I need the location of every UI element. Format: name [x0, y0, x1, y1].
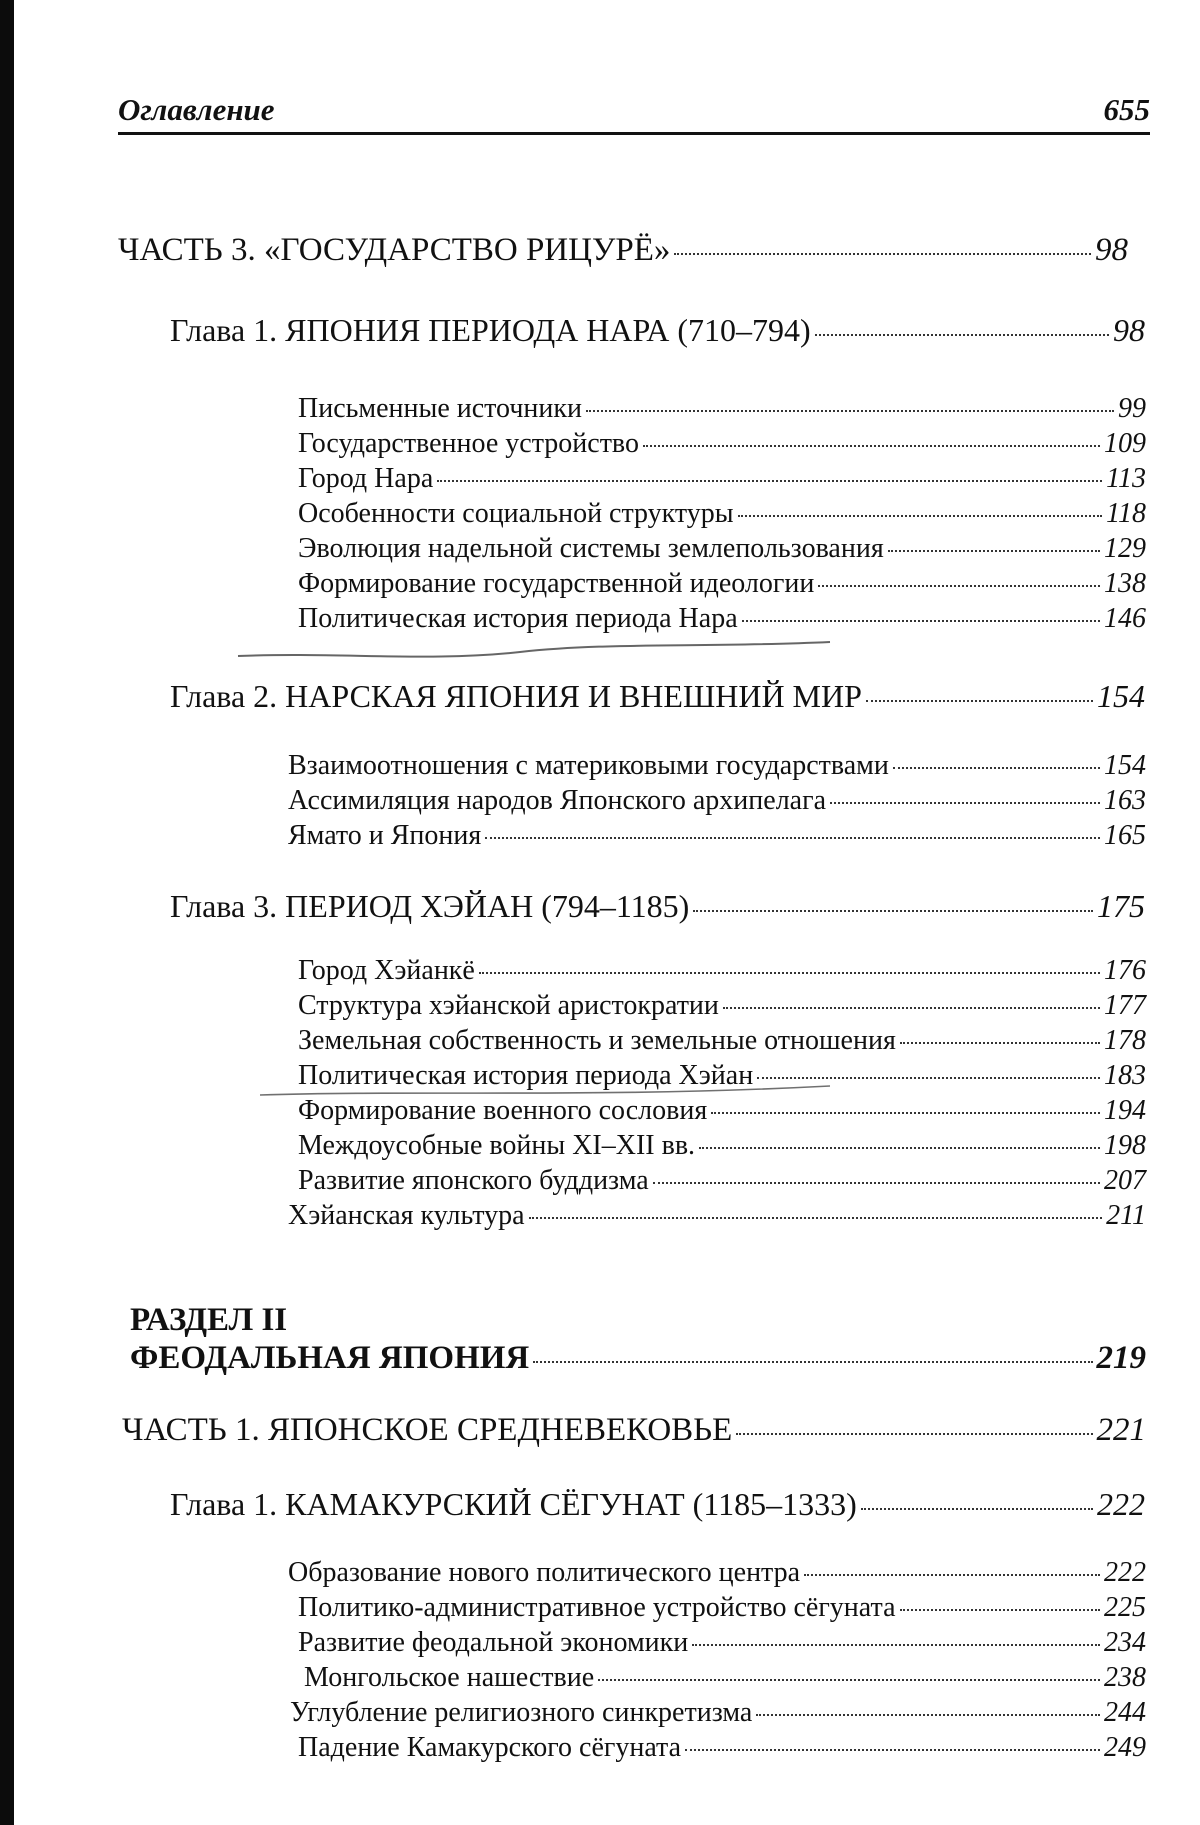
toc-entry-section: Формирование военного сословия 194 [298, 1095, 1146, 1126]
toc-entry-section: Ассимиляция народов Японского архипелага 163 [288, 785, 1146, 816]
page-spine-edge [0, 0, 14, 1825]
toc-entry-section: Город Нара 113 [298, 463, 1146, 494]
toc-entry-section: Город Хэйанкё 176 [298, 955, 1146, 986]
toc-entry-section: Структура хэйанской аристократии 177 [298, 990, 1146, 1021]
toc-entry-section: Развитие японского буддизма 207 [298, 1165, 1146, 1196]
toc-entry-section: Политическая история периода Нара 146 [298, 603, 1146, 634]
toc-entry-chapter: Глава 1. КАМАКУРСКИЙ СЁГУНАТ (1185–1333) 222 [170, 1486, 1145, 1522]
toc-entry-section: Падение Камакурского сёгуната 249 [298, 1732, 1146, 1763]
toc-entry-section: Особенности социальной структуры 118 [298, 498, 1146, 529]
toc-entry-section: Взаимоотношения с материковыми государствами 154 [288, 750, 1146, 781]
toc-entry-division: ФЕОДАЛЬНАЯ ЯПОНИЯ 219 [130, 1340, 1146, 1376]
toc-entry-section: Хэйанская культура 211 [288, 1200, 1146, 1231]
toc-entry-part: ЧАСТЬ 3. «ГОСУДАРСТВО РИЦУРЁ» 98 [118, 232, 1128, 268]
toc-entry-section: Образование нового политического центра 222 [288, 1557, 1146, 1588]
toc-entry-section: Развитие феодальной экономики 234 [298, 1627, 1146, 1658]
running-title: Оглавление [118, 92, 275, 127]
toc-entry-section: Ямато и Япония 165 [288, 820, 1146, 851]
toc-entry-chapter: Глава 3. ПЕРИОД ХЭЙАН (794–1185) 175 [170, 888, 1145, 924]
toc-entry-chapter: Глава 2. НАРСКАЯ ЯПОНИЯ И ВНЕШНИЙ МИР 154 [170, 678, 1145, 714]
toc-entry-section: Политическая история периода Хэйан 183 [298, 1060, 1146, 1091]
toc-entry-section: Политико-административное устройство сёгуната 225 [298, 1592, 1146, 1623]
page-header [118, 92, 1150, 135]
toc-entry-section: Монгольское нашествие 238 [304, 1662, 1146, 1693]
toc-entry-part: ЧАСТЬ 1. ЯПОНСКОЕ СРЕДНЕВЕКОВЬЕ 221 [122, 1412, 1146, 1448]
division-heading: РАЗДЕЛ II [130, 1302, 288, 1338]
toc-entry-section: Государственное устройство 109 [298, 428, 1146, 459]
toc-entry-section: Междоусобные войны XI–XII вв. 198 [298, 1130, 1146, 1161]
toc-entry-section: Письменные источники 99 [298, 393, 1146, 424]
toc-entry-section: Формирование государственной идеологии 138 [298, 568, 1146, 599]
toc-entry-chapter: Глава 1. ЯПОНИЯ ПЕРИОДА НАРА (710–794) 98 [170, 312, 1145, 348]
page-number: 655 [1103, 92, 1150, 127]
toc-entry-section: Углубление религиозного синкретизма 244 [290, 1697, 1146, 1728]
toc-entry-section: Эволюция надельной системы землепользования 129 [298, 533, 1146, 564]
toc-entry-section: Земельная собственность и земельные отношения 178 [298, 1025, 1146, 1056]
